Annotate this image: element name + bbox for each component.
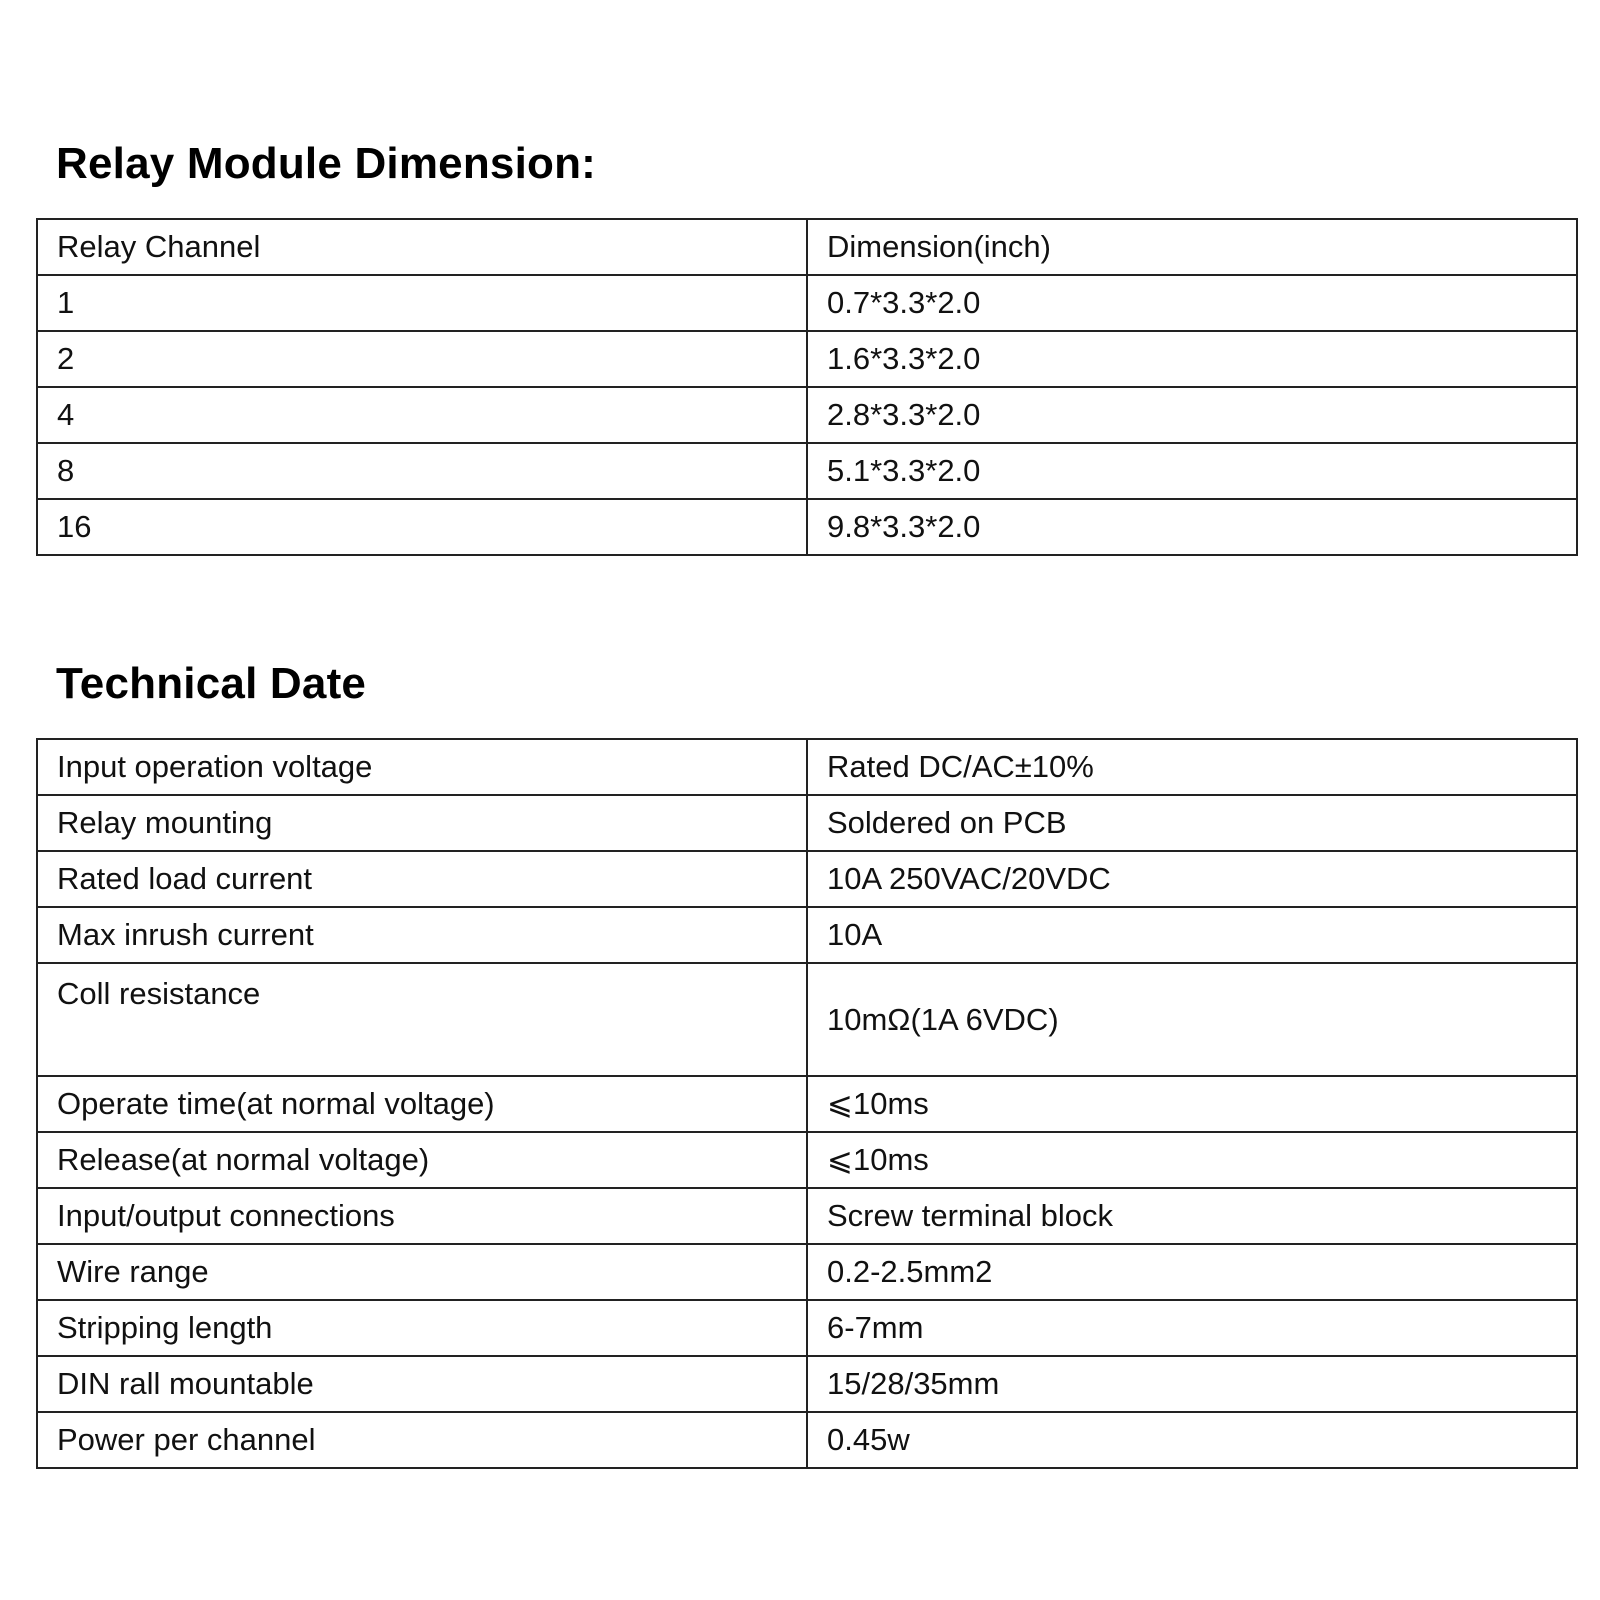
spec-value-cell: 10mΩ(1A 6VDC) <box>807 963 1577 1076</box>
table-row <box>37 963 1577 1076</box>
spec-label-cell: Input/output connections <box>37 1188 807 1244</box>
spec-label-cell: Release(at normal voltage) <box>37 1132 807 1188</box>
spec-value-cell: 10A 250VAC/20VDC <box>807 851 1577 907</box>
table-row <box>37 795 1577 851</box>
dimension-cell: 2.8*3.3*2.0 <box>807 387 1577 443</box>
spec-value-cell: Screw terminal block <box>807 1188 1577 1244</box>
header-cell-dimension: Dimension(inch) <box>807 219 1577 275</box>
spec-value-cell: 10A <box>807 907 1577 963</box>
table-row <box>37 1132 1577 1188</box>
spec-label-cell: Coll resistance <box>37 963 807 1076</box>
table-row <box>37 331 1577 387</box>
header-cell-channel: Relay Channel <box>37 219 807 275</box>
dimension-cell: 0.7*3.3*2.0 <box>807 275 1577 331</box>
table-row <box>37 1412 1577 1468</box>
spec-label-cell: Input operation voltage <box>37 739 807 795</box>
spec-label-cell: Max inrush current <box>37 907 807 963</box>
table-row <box>37 387 1577 443</box>
dimension-cell: 5.1*3.3*2.0 <box>807 443 1577 499</box>
table-row <box>37 907 1577 963</box>
channel-cell: 4 <box>37 387 807 443</box>
table-row <box>37 739 1577 795</box>
dimension-cell: 9.8*3.3*2.0 <box>807 499 1577 555</box>
table-row <box>37 1300 1577 1356</box>
spec-label-cell: DIN rall mountable <box>37 1356 807 1412</box>
table-row <box>37 851 1577 907</box>
spec-value-cell: 0.2-2.5mm2 <box>807 1244 1577 1300</box>
spec-label-cell: Stripping length <box>37 1300 807 1356</box>
table-row <box>37 275 1577 331</box>
channel-cell: 8 <box>37 443 807 499</box>
spec-value-cell: ⩽10ms <box>807 1132 1577 1188</box>
table-row <box>37 1076 1577 1132</box>
channel-cell: 16 <box>37 499 807 555</box>
table-header-row <box>37 219 1577 275</box>
dimension-table <box>36 218 1578 556</box>
spec-label-cell: Power per channel <box>37 1412 807 1468</box>
channel-cell: 2 <box>37 331 807 387</box>
table-row <box>37 499 1577 555</box>
technical-section-title: Technical Date <box>56 659 367 708</box>
spec-value-cell: ⩽10ms <box>807 1076 1577 1132</box>
spec-label-cell: Relay mounting <box>37 795 807 851</box>
channel-cell: 1 <box>37 275 807 331</box>
table-row <box>37 443 1577 499</box>
spec-label-cell: Rated load current <box>37 851 807 907</box>
table-row <box>37 1244 1577 1300</box>
dimension-section-title: Relay Module Dimension: <box>56 139 597 188</box>
spec-value-cell: Rated DC/AC±10% <box>807 739 1577 795</box>
technical-table <box>36 738 1578 1469</box>
table-row <box>37 1188 1577 1244</box>
dimension-cell: 1.6*3.3*2.0 <box>807 331 1577 387</box>
spec-label-cell: Wire range <box>37 1244 807 1300</box>
spec-value-cell: 0.45w <box>807 1412 1577 1468</box>
spec-label-cell: Operate time(at normal voltage) <box>37 1076 807 1132</box>
spec-value-cell: 15/28/35mm <box>807 1356 1577 1412</box>
table-row <box>37 1356 1577 1412</box>
spec-value-cell: 6-7mm <box>807 1300 1577 1356</box>
spec-value-cell: Soldered on PCB <box>807 795 1577 851</box>
